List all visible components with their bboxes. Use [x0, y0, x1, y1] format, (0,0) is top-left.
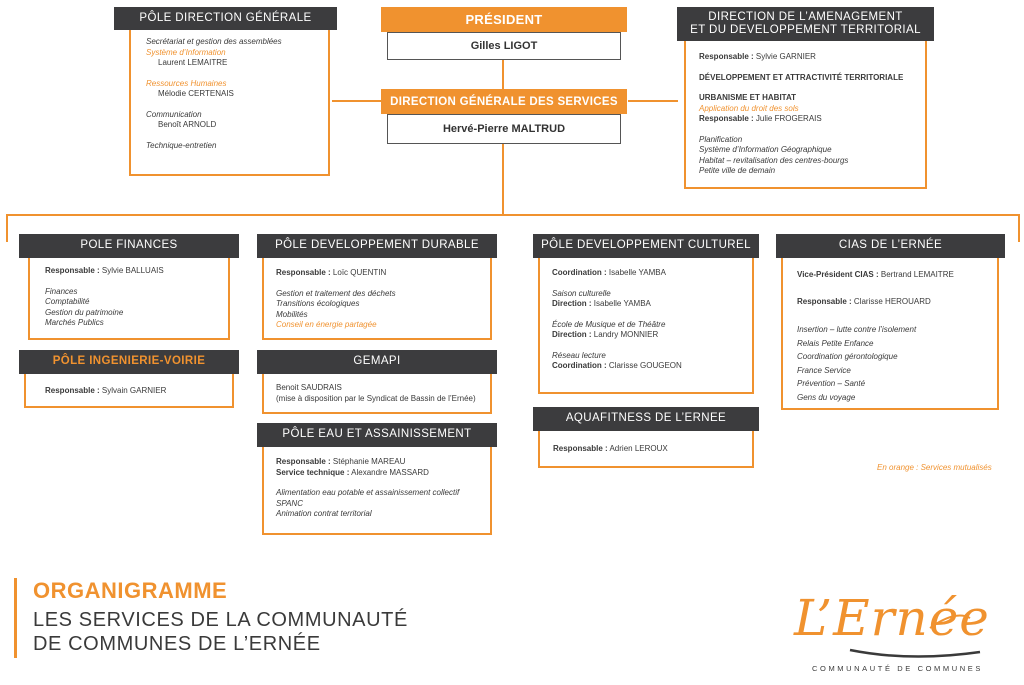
cias-resp-label: Responsable : — [797, 296, 852, 306]
culturel-s1: Saison culturelle — [552, 288, 611, 298]
eau-tech-label: Service technique : — [276, 467, 350, 477]
cias-box — [781, 258, 999, 410]
dat-responsable — [699, 52, 925, 63]
cias-item-5: Prévention – Santé — [797, 379, 866, 388]
pole-dg-box — [129, 30, 330, 176]
culturel-coord-label: Coordination : — [552, 268, 607, 277]
aquafitness-resp-label: Responsable : — [553, 444, 608, 453]
culturel-s2-dir-name: Landry MONNIER — [593, 330, 659, 339]
pole-dg-line-4: Ressources Humaines — [146, 78, 227, 88]
aquafitness-responsable — [553, 444, 752, 455]
eau-technique — [276, 468, 490, 479]
cias-vp-name: Bertrand LEMAITRE — [880, 270, 954, 279]
devdurable-item-2: Transitions écologiques — [276, 299, 360, 308]
culturel-s2-dir-label: Direction : — [552, 330, 592, 339]
eau-tech-name: Alexandre MASSARD — [351, 467, 429, 477]
gemapi-box — [262, 374, 492, 414]
devdurable-resp-name: Loïc QUENTIN — [332, 268, 387, 277]
cias-vp-label: Vice-Président CIAS : — [797, 270, 879, 279]
culturel-header: PÔLE DEVELOPPEMENT CULTUREL — [533, 234, 759, 258]
eau-responsable — [276, 457, 490, 468]
dat-item-4: Petite ville de demain — [699, 166, 776, 175]
finances-item-2: Comptabilité — [45, 297, 90, 306]
pole-dg-line-8: Technique-entretien — [146, 140, 217, 150]
dat-dev-title: DÉVELOPPEMENT ET ATTRACTIVITÉ TERRITORIALE — [699, 72, 904, 82]
pole-dg-line-7: Benoît ARNOLD — [158, 120, 217, 129]
logo-tagline: COMMUNAUTÉ DE COMMUNES — [812, 664, 983, 673]
dat-urb-resp-label: Responsable : — [699, 114, 754, 123]
cias-responsable — [797, 297, 997, 308]
finances-item-3: Gestion du patrimoine — [45, 307, 124, 317]
culturel-s2: École de Musique et de Théâtre — [552, 319, 666, 329]
devdurable-item-4: Conseil en énergie partagée — [276, 320, 377, 329]
finances-item-4: Marchés Publics — [45, 318, 104, 327]
connector-left-branch — [332, 100, 382, 102]
dat-item-2: Système d’Information Géographique — [699, 145, 832, 154]
cias-item-6: Gens du voyage — [797, 392, 856, 402]
cias-item-4: France Service — [797, 365, 851, 375]
cias-item-3: Coordination gérontologique — [797, 352, 898, 361]
pole-dg-line-3: Laurent LEMAITRE — [158, 58, 228, 67]
culturel-s3-coordination — [552, 361, 752, 372]
pole-dg-line-1: Secrétariat et gestion des assemblées — [146, 37, 282, 46]
ingenierie-header: PÔLE INGENIERIE-VOIRIE — [19, 350, 239, 374]
logo — [790, 588, 990, 678]
dat-item-1: Planification — [699, 134, 743, 144]
eau-header: PÔLE EAU ET ASSAINISSEMENT — [257, 423, 497, 447]
footer-title: ORGANIGRAMME — [33, 578, 228, 603]
finances-item-1: Finances — [45, 286, 78, 296]
connector-left-drop — [6, 214, 8, 242]
footer-subtitle-1: LES SERVICES DE LA COMMUNAUTÉ — [33, 609, 408, 631]
logo-name: L’Ernée — [794, 589, 990, 647]
dat-urb-responsable — [699, 114, 925, 125]
eau-box — [262, 447, 492, 535]
eau-resp-name: Stéphanie MAREAU — [332, 457, 406, 466]
dat-urb-title: URBANISME ET HABITAT — [699, 93, 797, 102]
devdurable-resp-label: Responsable : — [276, 268, 331, 277]
dgs-header: DIRECTION GÉNÉRALE DES SERVICES — [381, 89, 627, 114]
ingenierie-responsable — [45, 386, 232, 397]
culturel-s2-direction — [552, 330, 752, 341]
cias-header: CIAS DE L’ERNÉE — [776, 234, 1005, 258]
culturel-s1-dir-name: Isabelle YAMBA — [593, 299, 651, 308]
devdurable-item-1: Gestion et traitement des déchets — [276, 288, 396, 298]
footer-subtitle-2: DE COMMUNES DE L’ERNÉE — [33, 633, 321, 655]
gemapi-header: GEMAPI — [257, 350, 497, 374]
dgs-name: Hervé-Pierre MALTRUD — [387, 114, 621, 144]
dat-box — [684, 41, 927, 189]
culturel-s1-direction — [552, 299, 752, 310]
eau-item-1: Alimentation eau potable et assainissement collectif — [276, 488, 460, 497]
gemapi-line-2: (mise à disposition par le Syndicat de Bassin de l’Ernée) — [276, 393, 476, 403]
finances-header: POLE FINANCES — [19, 234, 239, 258]
devdurable-item-3: Mobilités — [276, 309, 308, 319]
devdurable-responsable — [276, 268, 490, 279]
dat-urb-sub: Application du droit des sols — [699, 103, 799, 113]
connector-horizontal-bar — [6, 214, 1020, 216]
legend-note: En orange : Services mutualisés — [877, 463, 992, 472]
culturel-s3: Réseau lecture — [552, 350, 606, 360]
culturel-s1-dir-label: Direction : — [552, 299, 592, 308]
culturel-coordination — [552, 268, 752, 279]
devdurable-box — [262, 258, 492, 340]
president-header: PRÉSIDENT — [381, 7, 627, 32]
pole-dg-line-5: Mélodie CERTENAIS — [158, 89, 234, 98]
aquafitness-box — [538, 431, 754, 468]
dat-item-3: Habitat – revitalisation des centres-bourgs — [699, 155, 849, 165]
culturel-coord-name: Isabelle YAMBA — [608, 268, 666, 277]
ingenierie-resp-name: Sylvain GARNIER — [101, 386, 167, 395]
finances-box — [28, 258, 230, 340]
eau-item-2: SPANC — [276, 498, 303, 508]
connector-right-drop — [1018, 214, 1020, 242]
cias-resp-name: Clarisse HEROUARD — [853, 296, 931, 306]
cias-item-2: Relais Petite Enfance — [797, 338, 874, 348]
president-name: Gilles LIGOT — [387, 32, 621, 60]
finances-resp-label: Responsable : — [45, 266, 100, 275]
devdurable-header: PÔLE DEVELOPPEMENT DURABLE — [257, 234, 497, 258]
footer-accent-bar — [14, 578, 17, 658]
finances-responsable — [45, 266, 228, 277]
ingenierie-box — [24, 374, 234, 408]
eau-resp-label: Responsable : — [276, 457, 331, 466]
pole-dg-line-2: Système d’Information — [146, 47, 226, 57]
gemapi-line-1: Benoit SAUDRAIS — [276, 383, 342, 392]
cias-vice-president — [797, 270, 997, 281]
aquafitness-header: AQUAFITNESS DE L’ERNEE — [533, 407, 759, 431]
eau-item-3: Animation contrat territorial — [276, 509, 372, 518]
dat-resp-name: Sylvie GARNIER — [755, 52, 816, 61]
dat-header-line-2: ET DU DEVELOPPEMENT TERRITORIAL — [690, 24, 921, 36]
dat-header-line-1: DIRECTION DE L’AMENAGEMENT — [708, 10, 903, 23]
dat-header — [677, 7, 934, 41]
culturel-s3-coord-label: Coordination : — [552, 361, 607, 370]
dat-resp-label: Responsable : — [699, 52, 754, 61]
culturel-s3-coord-name: Clarisse GOUGEON — [608, 361, 682, 370]
aquafitness-resp-name: Adrien LEROUX — [609, 444, 668, 453]
ingenierie-resp-label: Responsable : — [45, 386, 100, 395]
culturel-box — [538, 258, 754, 394]
dat-urb-resp-name: Julie FROGERAIS — [755, 114, 822, 123]
connector-right-branch — [628, 100, 678, 102]
footer-title-block — [33, 578, 408, 656]
cias-item-1: Insertion – lutte contre l’isolement — [797, 325, 917, 334]
finances-resp-name: Sylvie BALLUAIS — [101, 266, 164, 275]
pole-dg-line-6: Communication — [146, 109, 202, 119]
pole-dg-header: PÔLE DIRECTION GÉNÉRALE — [114, 7, 337, 30]
